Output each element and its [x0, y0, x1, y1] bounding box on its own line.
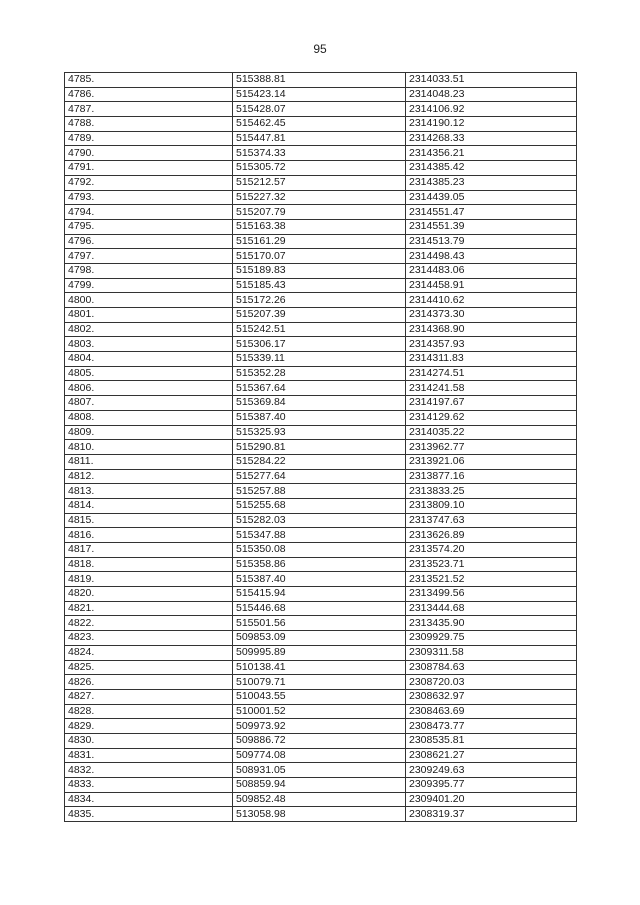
table-row — [65, 102, 577, 117]
table-row — [65, 616, 577, 631]
point-number-cell: 4802. — [65, 322, 233, 337]
y-coordinate-cell: 2308632.97 — [406, 689, 577, 704]
table-row — [65, 263, 577, 278]
y-coordinate-cell: 2314368.90 — [406, 322, 577, 337]
point-number-cell: 4817. — [65, 543, 233, 558]
point-number-cell: 4811. — [65, 454, 233, 469]
point-number-cell: 4816. — [65, 528, 233, 543]
x-coordinate-cell: 515207.79 — [233, 205, 406, 220]
y-coordinate-cell: 2314190.12 — [406, 117, 577, 132]
y-coordinate-cell: 2314197.67 — [406, 396, 577, 411]
point-number-cell: 4809. — [65, 425, 233, 440]
table-row — [65, 219, 577, 234]
point-number-cell: 4797. — [65, 249, 233, 264]
table-row — [65, 572, 577, 587]
x-coordinate-cell: 515325.93 — [233, 425, 406, 440]
table-row — [65, 396, 577, 411]
table-row — [65, 337, 577, 352]
y-coordinate-cell: 2313523.71 — [406, 557, 577, 572]
x-coordinate-cell: 509774.08 — [233, 748, 406, 763]
point-number-cell: 4794. — [65, 205, 233, 220]
x-coordinate-cell: 509852.48 — [233, 792, 406, 807]
x-coordinate-cell: 515388.81 — [233, 73, 406, 88]
point-number-cell: 4792. — [65, 175, 233, 190]
point-number-cell: 4796. — [65, 234, 233, 249]
table-row — [65, 308, 577, 323]
y-coordinate-cell: 2314385.42 — [406, 161, 577, 176]
table-row — [65, 322, 577, 337]
y-coordinate-cell: 2314439.05 — [406, 190, 577, 205]
table-row — [65, 719, 577, 734]
point-number-cell: 4785. — [65, 73, 233, 88]
point-number-cell: 4800. — [65, 293, 233, 308]
point-number-cell: 4831. — [65, 748, 233, 763]
x-coordinate-cell: 515212.57 — [233, 175, 406, 190]
point-number-cell: 4798. — [65, 263, 233, 278]
x-coordinate-cell: 510043.55 — [233, 689, 406, 704]
table-row — [65, 631, 577, 646]
table-row — [65, 352, 577, 367]
x-coordinate-cell: 515358.86 — [233, 557, 406, 572]
y-coordinate-cell: 2308784.63 — [406, 660, 577, 675]
table-row — [65, 543, 577, 558]
table-row — [65, 161, 577, 176]
y-coordinate-cell: 2314033.51 — [406, 73, 577, 88]
y-coordinate-cell: 2308473.77 — [406, 719, 577, 734]
y-coordinate-cell: 2313747.63 — [406, 513, 577, 528]
x-coordinate-cell: 515282.03 — [233, 513, 406, 528]
x-coordinate-cell: 509995.89 — [233, 645, 406, 660]
x-coordinate-cell: 515277.64 — [233, 469, 406, 484]
x-coordinate-cell: 515347.88 — [233, 528, 406, 543]
x-coordinate-cell: 509853.09 — [233, 631, 406, 646]
point-number-cell: 4822. — [65, 616, 233, 631]
point-number-cell: 4804. — [65, 352, 233, 367]
x-coordinate-cell: 515255.68 — [233, 498, 406, 513]
y-coordinate-cell: 2314241.58 — [406, 381, 577, 396]
point-number-cell: 4812. — [65, 469, 233, 484]
y-coordinate-cell: 2313877.16 — [406, 469, 577, 484]
y-coordinate-cell: 2314048.23 — [406, 87, 577, 102]
y-coordinate-cell: 2314106.92 — [406, 102, 577, 117]
x-coordinate-cell: 515257.88 — [233, 484, 406, 499]
point-number-cell: 4814. — [65, 498, 233, 513]
x-coordinate-cell: 510079.71 — [233, 675, 406, 690]
y-coordinate-cell: 2309401.20 — [406, 792, 577, 807]
table-row — [65, 425, 577, 440]
x-coordinate-cell: 515350.08 — [233, 543, 406, 558]
x-coordinate-cell: 508931.05 — [233, 763, 406, 778]
x-coordinate-cell: 515172.26 — [233, 293, 406, 308]
y-coordinate-cell: 2308319.37 — [406, 807, 577, 822]
y-coordinate-cell: 2308463.69 — [406, 704, 577, 719]
point-number-cell: 4791. — [65, 161, 233, 176]
table-row — [65, 601, 577, 616]
y-coordinate-cell: 2313833.25 — [406, 484, 577, 499]
y-coordinate-cell: 2314410.62 — [406, 293, 577, 308]
table-row — [65, 249, 577, 264]
table-row — [65, 528, 577, 543]
y-coordinate-cell: 2313962.77 — [406, 440, 577, 455]
point-number-cell: 4815. — [65, 513, 233, 528]
table-row — [65, 587, 577, 602]
y-coordinate-cell: 2309395.77 — [406, 778, 577, 793]
page-number: 95 — [313, 42, 327, 56]
table-row — [65, 557, 577, 572]
y-coordinate-cell: 2309249.63 — [406, 763, 577, 778]
table-row — [65, 146, 577, 161]
point-number-cell: 4823. — [65, 631, 233, 646]
y-coordinate-cell: 2314268.33 — [406, 131, 577, 146]
y-coordinate-cell: 2314373.30 — [406, 308, 577, 323]
y-coordinate-cell: 2314357.93 — [406, 337, 577, 352]
point-number-cell: 4835. — [65, 807, 233, 822]
y-coordinate-cell: 2308621.27 — [406, 748, 577, 763]
y-coordinate-cell: 2313521.52 — [406, 572, 577, 587]
point-number-cell: 4832. — [65, 763, 233, 778]
table-row — [65, 117, 577, 132]
table-row — [65, 454, 577, 469]
point-number-cell: 4799. — [65, 278, 233, 293]
point-number-cell: 4808. — [65, 410, 233, 425]
point-number-cell: 4787. — [65, 102, 233, 117]
table-row — [65, 807, 577, 822]
y-coordinate-cell: 2308535.81 — [406, 733, 577, 748]
x-coordinate-cell: 515415.94 — [233, 587, 406, 602]
table-row — [65, 675, 577, 690]
point-number-cell: 4828. — [65, 704, 233, 719]
coordinates-table-body — [65, 73, 577, 822]
table-row — [65, 704, 577, 719]
point-number-cell: 4807. — [65, 396, 233, 411]
y-coordinate-cell: 2309311.58 — [406, 645, 577, 660]
point-number-cell: 4830. — [65, 733, 233, 748]
table-row — [65, 410, 577, 425]
x-coordinate-cell: 515428.07 — [233, 102, 406, 117]
y-coordinate-cell: 2314129.62 — [406, 410, 577, 425]
table-row — [65, 792, 577, 807]
point-number-cell: 4824. — [65, 645, 233, 660]
table-row — [65, 778, 577, 793]
point-number-cell: 4821. — [65, 601, 233, 616]
y-coordinate-cell: 2314356.21 — [406, 146, 577, 161]
table-row — [65, 87, 577, 102]
x-coordinate-cell: 510001.52 — [233, 704, 406, 719]
y-coordinate-cell: 2309929.75 — [406, 631, 577, 646]
y-coordinate-cell: 2314483.06 — [406, 263, 577, 278]
table-row — [65, 513, 577, 528]
y-coordinate-cell: 2313921.06 — [406, 454, 577, 469]
x-coordinate-cell: 515242.51 — [233, 322, 406, 337]
point-number-cell: 4803. — [65, 337, 233, 352]
point-number-cell: 4801. — [65, 308, 233, 323]
point-number-cell: 4793. — [65, 190, 233, 205]
table-row — [65, 175, 577, 190]
y-coordinate-cell: 2314551.39 — [406, 219, 577, 234]
y-coordinate-cell: 2314274.51 — [406, 366, 577, 381]
y-coordinate-cell: 2313435.90 — [406, 616, 577, 631]
y-coordinate-cell: 2314311.83 — [406, 352, 577, 367]
table-row — [65, 748, 577, 763]
y-coordinate-cell: 2313626.89 — [406, 528, 577, 543]
x-coordinate-cell: 515185.43 — [233, 278, 406, 293]
point-number-cell: 4806. — [65, 381, 233, 396]
point-number-cell: 4826. — [65, 675, 233, 690]
point-number-cell: 4819. — [65, 572, 233, 587]
x-coordinate-cell: 515367.64 — [233, 381, 406, 396]
y-coordinate-cell: 2313444.68 — [406, 601, 577, 616]
x-coordinate-cell: 515290.81 — [233, 440, 406, 455]
table-row — [65, 190, 577, 205]
x-coordinate-cell: 515387.40 — [233, 572, 406, 587]
y-coordinate-cell: 2313499.56 — [406, 587, 577, 602]
point-number-cell: 4786. — [65, 87, 233, 102]
x-coordinate-cell: 515387.40 — [233, 410, 406, 425]
x-coordinate-cell: 515352.28 — [233, 366, 406, 381]
point-number-cell: 4790. — [65, 146, 233, 161]
y-coordinate-cell: 2313574.20 — [406, 543, 577, 558]
x-coordinate-cell: 515163.38 — [233, 219, 406, 234]
x-coordinate-cell: 515306.17 — [233, 337, 406, 352]
point-number-cell: 4827. — [65, 689, 233, 704]
x-coordinate-cell: 513058.98 — [233, 807, 406, 822]
x-coordinate-cell: 515189.83 — [233, 263, 406, 278]
x-coordinate-cell: 515374.33 — [233, 146, 406, 161]
table-row — [65, 645, 577, 660]
table-row — [65, 366, 577, 381]
table-row — [65, 469, 577, 484]
x-coordinate-cell: 515462.45 — [233, 117, 406, 132]
table-row — [65, 234, 577, 249]
y-coordinate-cell: 2308720.03 — [406, 675, 577, 690]
point-number-cell: 4788. — [65, 117, 233, 132]
table-row — [65, 278, 577, 293]
point-number-cell: 4833. — [65, 778, 233, 793]
point-number-cell: 4810. — [65, 440, 233, 455]
x-coordinate-cell: 515339.11 — [233, 352, 406, 367]
y-coordinate-cell: 2314035.22 — [406, 425, 577, 440]
table-row — [65, 293, 577, 308]
x-coordinate-cell: 510138.41 — [233, 660, 406, 675]
point-number-cell: 4795. — [65, 219, 233, 234]
table-row — [65, 689, 577, 704]
table-row — [65, 733, 577, 748]
point-number-cell: 4789. — [65, 131, 233, 146]
y-coordinate-cell: 2314458.91 — [406, 278, 577, 293]
y-coordinate-cell: 2314385.23 — [406, 175, 577, 190]
table-row — [65, 73, 577, 88]
y-coordinate-cell: 2314513.79 — [406, 234, 577, 249]
y-coordinate-cell: 2313809.10 — [406, 498, 577, 513]
table-row — [65, 381, 577, 396]
x-coordinate-cell: 515423.14 — [233, 87, 406, 102]
point-number-cell: 4820. — [65, 587, 233, 602]
x-coordinate-cell: 515369.84 — [233, 396, 406, 411]
table-row — [65, 440, 577, 455]
y-coordinate-cell: 2314498.43 — [406, 249, 577, 264]
table-row — [65, 205, 577, 220]
point-number-cell: 4825. — [65, 660, 233, 675]
x-coordinate-cell: 515501.56 — [233, 616, 406, 631]
coordinates-table — [64, 72, 577, 822]
x-coordinate-cell: 515161.29 — [233, 234, 406, 249]
point-number-cell: 4805. — [65, 366, 233, 381]
table-row — [65, 763, 577, 778]
x-coordinate-cell: 515227.32 — [233, 190, 406, 205]
x-coordinate-cell: 515447.81 — [233, 131, 406, 146]
x-coordinate-cell: 515305.72 — [233, 161, 406, 176]
x-coordinate-cell: 508859.94 — [233, 778, 406, 793]
y-coordinate-cell: 2314551.47 — [406, 205, 577, 220]
point-number-cell: 4829. — [65, 719, 233, 734]
x-coordinate-cell: 509886.72 — [233, 733, 406, 748]
x-coordinate-cell: 509973.92 — [233, 719, 406, 734]
x-coordinate-cell: 515284.22 — [233, 454, 406, 469]
x-coordinate-cell: 515207.39 — [233, 308, 406, 323]
table-row — [65, 498, 577, 513]
table-row — [65, 484, 577, 499]
point-number-cell: 4834. — [65, 792, 233, 807]
table-row — [65, 131, 577, 146]
x-coordinate-cell: 515170.07 — [233, 249, 406, 264]
point-number-cell: 4818. — [65, 557, 233, 572]
x-coordinate-cell: 515446.68 — [233, 601, 406, 616]
table-row — [65, 660, 577, 675]
point-number-cell: 4813. — [65, 484, 233, 499]
